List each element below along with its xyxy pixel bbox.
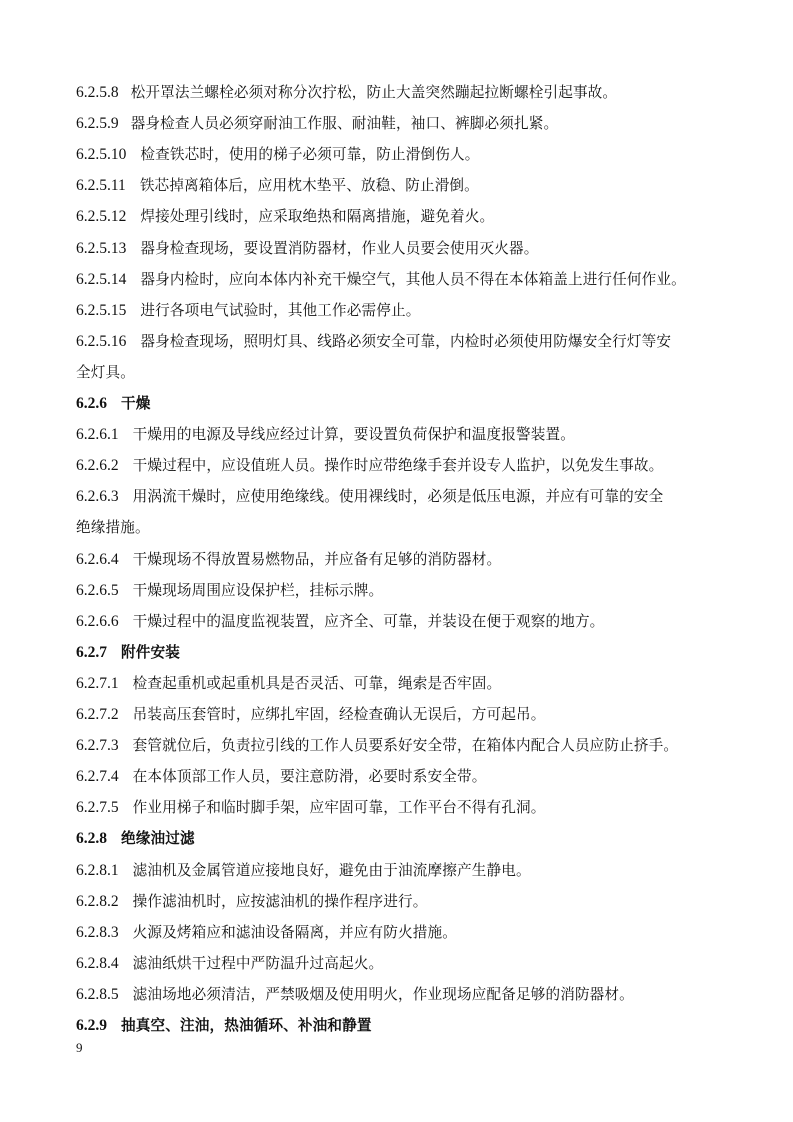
section-title: 绝缘油过滤	[121, 830, 195, 848]
clause-text: 焊接处理引线时，应采取绝热和隔离措施，避免着火。	[140, 208, 495, 226]
section-title: 附件安装	[121, 643, 180, 661]
clause-number: 6.2.7.4	[76, 768, 119, 786]
clause-item	[76, 611, 726, 632]
clause-number: 6.2.5.8	[76, 84, 119, 101]
clause-item	[76, 673, 726, 694]
clause-text: 干燥用的电源及导线应经过计算，要设置负荷保护和温度报警装置。	[132, 426, 575, 444]
clause-item	[76, 735, 726, 756]
clause-number: 6.2.7	[76, 643, 107, 661]
clause-text: 用涡流干燥时，应使用绝缘线。使用裸线时，必须是低压电源，并应有可靠的安全	[132, 488, 664, 506]
clause-text: 器身内检时，应向本体内补充干燥空气，其他人员不得在本体箱盖上进行任何作业。	[140, 270, 686, 288]
clause-number: 6.2.7.5	[76, 799, 119, 817]
clause-number: 6.2.8.1	[76, 861, 119, 879]
clause-number: 6.2.8.2	[76, 892, 119, 910]
clause-item	[76, 486, 726, 507]
clause-text: 干燥现场不得放置易燃物品，并应备有足够的消防器材。	[132, 550, 502, 568]
clause-text: 干燥现场周围应设保护栏，挂标示牌。	[132, 581, 384, 599]
clause-item	[76, 206, 726, 227]
clause-number: 6.2.8.4	[76, 954, 119, 972]
clause-item	[76, 580, 726, 601]
clause-item	[76, 331, 726, 352]
clause-number: 6.2.9	[76, 1017, 107, 1034]
clause-number: 6.2.7.1	[76, 674, 119, 692]
clause-item	[76, 797, 726, 818]
clause-item	[76, 238, 726, 259]
paragraph-continuation	[76, 362, 726, 383]
clause-item	[76, 175, 726, 196]
page-number: 9	[76, 1040, 83, 1055]
clause-text: 检查起重机或起重机具是否灵活、可靠，绳索是否牢固。	[132, 674, 502, 692]
clause-text: 吊装高压套管时，应绑扎牢固，经检查确认无误后，方可起吊。	[132, 706, 546, 723]
clause-number: 6.2.5.14	[76, 270, 127, 288]
clause-item	[76, 984, 726, 1005]
clause-number: 6.2.8.5	[76, 985, 119, 1003]
clause-item	[76, 766, 726, 787]
section-heading	[76, 828, 726, 849]
clause-text: 滤油纸烘干过程中严防温升过高起火。	[132, 954, 384, 972]
paragraph-continuation	[76, 517, 726, 538]
clause-text: 进行各项电气试验时，其他工作必需停止。	[140, 301, 421, 319]
clause-number: 6.2.6.1	[76, 426, 119, 444]
clause-text: 全灯具。	[76, 363, 135, 381]
clause-number: 6.2.6.3	[76, 488, 119, 506]
clause-number: 6.2.6.4	[76, 550, 119, 568]
clause-item	[76, 113, 726, 134]
clause-text: 绝缘措施。	[76, 519, 150, 537]
clause-item	[76, 704, 726, 725]
clause-number: 6.2.6	[76, 395, 107, 412]
clause-number: 6.2.5.12	[76, 208, 127, 226]
clause-number: 6.2.5.10	[76, 146, 127, 164]
section-title: 抽真空、注油，热油循环、补油和静置	[121, 1017, 372, 1034]
clause-item	[76, 922, 726, 943]
clause-text: 作业用梯子和临时脚手架，应牢固可靠，工作平台不得有孔洞。	[132, 799, 546, 817]
clause-item	[76, 455, 726, 476]
clause-number: 6.2.5.9	[76, 115, 119, 133]
clause-number: 6.2.5.15	[76, 301, 127, 319]
clause-item	[76, 891, 726, 912]
clause-text: 干燥过程中，应设值班人员。操作时应带绝缘手套并设专人监护，以免发生事故。	[132, 457, 664, 475]
clause-text: 器身检查现场，照明灯具、线路必须安全可靠，内检时必须使用防爆安全行灯等安	[140, 332, 672, 350]
section-heading	[76, 642, 726, 663]
clause-text: 滤油机及金属管道应接地良好，避免由于油流摩擦产生静电。	[132, 861, 531, 879]
section-heading	[76, 1015, 726, 1036]
clause-number: 6.2.6.2	[76, 457, 119, 475]
clause-number: 6.2.7.3	[76, 737, 119, 755]
clause-number: 6.2.8	[76, 830, 107, 848]
section-title: 干燥	[121, 395, 151, 412]
clause-item	[76, 860, 726, 881]
clause-text: 检查铁芯时，使用的梯子必须可靠，防止滑倒伤人。	[140, 146, 480, 164]
clause-text: 在本体顶部工作人员，要注意防滑，必要时系安全带。	[132, 768, 487, 786]
clause-text: 干燥过程中的温度监视装置，应齐全、可靠，并装设在便于观察的地方。	[132, 612, 605, 630]
clause-number: 6.2.7.2	[76, 706, 119, 723]
clause-text: 操作滤油机时，应按滤油机的操作程序进行。	[132, 892, 428, 910]
clause-number: 6.2.6.5	[76, 581, 119, 599]
clause-text: 套管就位后，负责拉引线的工作人员要系好安全带，在箱体内配合人员应防止挤手。	[132, 737, 679, 755]
section-heading	[76, 393, 726, 414]
clause-number: 6.2.5.11	[76, 177, 126, 195]
clause-item	[76, 144, 726, 165]
clause-text: 器身检查人员必须穿耐油工作服、耐油鞋，袖口、裤脚必须扎紧。	[130, 115, 559, 133]
clause-item	[76, 549, 726, 570]
clause-number: 6.2.6.6	[76, 612, 119, 630]
clause-item	[76, 953, 726, 974]
clause-number: 6.2.5.16	[76, 332, 127, 350]
clause-item	[76, 424, 726, 445]
clause-item	[76, 269, 726, 290]
clause-text: 火源及烤箱应和滤油设备隔离，并应有防火措施。	[132, 923, 457, 941]
clause-number: 6.2.5.13	[76, 239, 127, 257]
clause-text: 铁芯掉离箱体后，应用枕木垫平、放稳、防止滑倒。	[139, 177, 479, 195]
clause-text: 滤油场地必须清洁，严禁吸烟及使用明火，作业现场应配备足够的消防器材。	[132, 985, 634, 1003]
clause-item	[76, 82, 726, 103]
clause-text: 松开罩法兰螺栓必须对称分次拧松，防止大盖突然蹦起拉断螺栓引起事故。	[130, 84, 618, 101]
clause-number: 6.2.8.3	[76, 923, 119, 941]
clause-item	[76, 300, 726, 321]
clause-text: 器身检查现场，要设置消防器材，作业人员要会使用灭火器。	[140, 239, 539, 257]
